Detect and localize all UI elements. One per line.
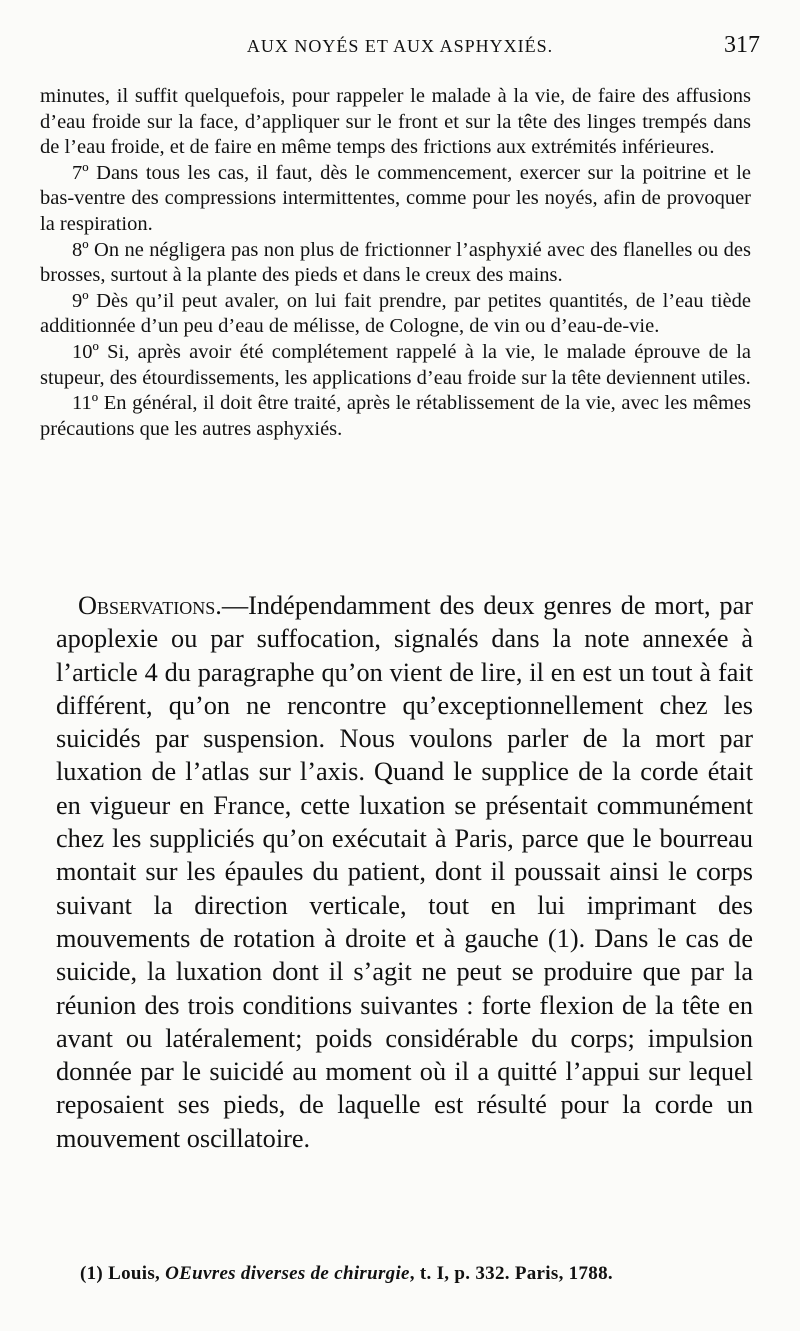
observations-text: —Indépendamment des deux genres de mort, par apoplexie ou par suffocation, signalés dans la note annexée à l’article 4 du paragraphe qu’on vient de lire, il en est un tout à fait différent, qu’on ne rencontre qu’exceptionnellement chez les suicidés par suspension. Nous voulons parler de la mort par luxation de l’atlas sur l’axis. Quand le supplice de la corde était en vigueur en France, cette luxation se présentait communément chez les suppliciés qu’on exécutait à Paris, parce que le bourreau montait sur les épaules du patient, dont il poussait ainsi le corps suivant la direction verticale, tout en lui imprimant des mouvements de rotation à droite et à gauche (1). Dans le cas de suicide, la luxation dont il s’agit ne peut se produire que par la réunion des trois conditions suivantes : forte flexion de la tête en avant ou latéralement; poids considérable du corps; impulsion donnée par le suicidé au moment où il a quitté l’appui sur lequel reposaient ses pieds, de laquelle est résulté pour la corde un mouvement oscillatoire.	[56, 591, 753, 1153]
footnote-marker: (1)	[80, 1263, 104, 1284]
paragraph-item-11: 11º En général, il doit être traité, après le rétablissement de la vie, avec les mêmes précautions que les autres asphyxiés.	[40, 392, 751, 440]
observations-section	[56, 589, 753, 1155]
observations-heading: Observations.	[78, 591, 222, 620]
observations-paragraph	[56, 589, 753, 1155]
footnote	[80, 1263, 613, 1285]
paragraph-item-8: 8º On ne négligera pas non plus de frictionner l’asphyxié avec des flanelles ou des brosses, surtout à la plante des pieds et dans le creux des mains.	[40, 238, 751, 287]
instructions-section	[40, 84, 751, 442]
footnote-details: , t. I, p. 332. Paris, 1788.	[409, 1263, 613, 1284]
footnote-work-title: OEuvres diverses de chirurgie	[165, 1263, 410, 1284]
paragraph-item-10: 10º Si, après avoir été complétement rappelé à la vie, le malade éprouve de la stupeur, des étourdissements, les applications d’eau froide sur la tête deviennent utiles.	[40, 340, 751, 389]
page-number: 317	[724, 32, 760, 58]
running-header	[40, 32, 760, 66]
running-title: AUX NOYÉS ET AUX ASPHYXIÉS.	[246, 36, 554, 56]
footnote-author: Louis,	[108, 1263, 161, 1284]
paragraph-item-7: 7º Dans tous les cas, il faut, dès le commencement, exercer sur la poitrine et le bas-ventre des compressions intermittentes, comme pour les noyés, afin de provoquer la respiration.	[40, 161, 751, 235]
paragraph-item-9: 9º Dès qu’il peut avaler, on lui fait prendre, par petites quantités, de l’eau tiède additionnée d’un peu d’eau de mélisse, de Cologne, de vin ou d’eau-de-vie.	[40, 289, 751, 338]
paragraph-continuation: minutes, il suffit quelquefois, pour rappeler le malade à la vie, de faire des affusions d’eau froide sur la face, d’appliquer sur le front et sur la tête des linges trempés dans de l’eau froide, et de faire en même temps des frictions aux extrémités inférieures.	[40, 85, 751, 159]
